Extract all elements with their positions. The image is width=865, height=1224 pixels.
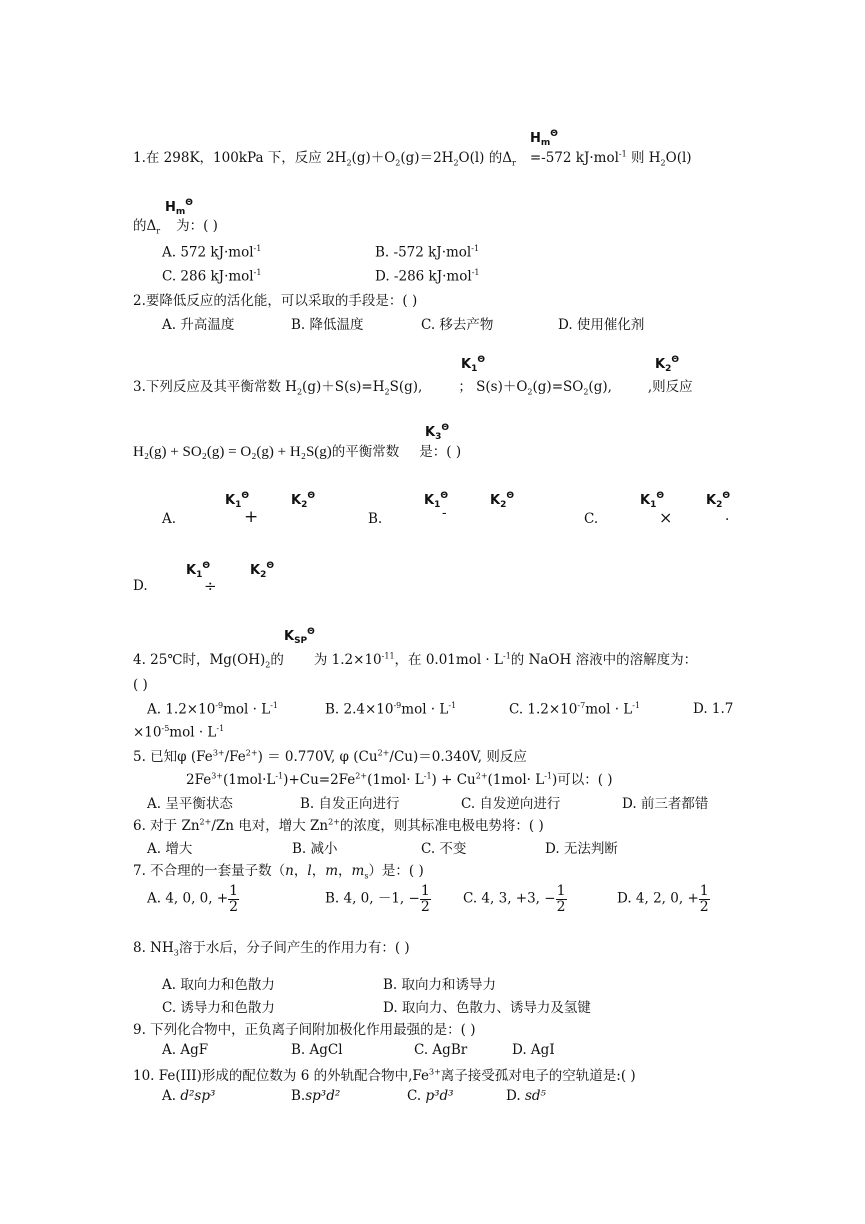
k1-symbol-d: $K_1^\Theta$ xyxy=(186,561,210,580)
ksp-symbol: $K_{SP}^\Theta$ xyxy=(284,627,315,646)
q3-option-a[interactable]: A. xyxy=(162,511,177,527)
q4-option-a[interactable]: A. $1.2\times 10^{-9}mol \cdot L^{-1}$ xyxy=(147,701,278,718)
q2-option-c[interactable]: C. 移去产物 xyxy=(421,317,494,333)
q8-option-b[interactable]: B. 取向力和诱导力 xyxy=(383,977,497,993)
question-6: 6. 对于 $Zn^{2+}/Zn$ 电对，增大 $Zn^{2+}$的浓度，则其标准电极电势将：( ) xyxy=(133,817,544,834)
question-2: 2.要降低反应的活化能，可以采取的手段是：( ) xyxy=(133,293,418,309)
question-1-line-2: 的$\Delta_r$ 为：( ) xyxy=(133,218,218,236)
k1-symbol-c: $K_1^\Theta$ xyxy=(640,491,664,510)
q4-option-b[interactable]: B. $2.4\times 10^{-9}mol \cdot L^{-1}$ xyxy=(325,701,457,718)
question-3-line-2: H₂(g) + SO₂(g) = O₂(g) + H₂S(g)的平衡常数 是：( ) xyxy=(133,444,462,460)
k3-symbol: $K_3^\Theta$ xyxy=(425,423,449,442)
q1-option-c[interactable]: C. 286 kJ·mol$^{-1}$ xyxy=(162,268,262,285)
op-minus: - xyxy=(442,505,447,521)
k2-symbol-b: $K_2^\Theta$ xyxy=(490,491,514,510)
op-divide: ÷ xyxy=(204,577,217,595)
question-8: 8. $NH_3$溶于水后，分子间产生的作用力有：( ) xyxy=(133,940,410,958)
k2-symbol-d: $K_2^\Theta$ xyxy=(250,561,274,580)
q4-option-d[interactable]: D. 1.7 xyxy=(693,701,734,717)
question-9: 9. 下列化合物中，正负离子间附加极化作用最强的是：( ) xyxy=(133,1022,476,1038)
q4-option-c[interactable]: C. $1.2\times 10^{-7}mol \cdot L^{-1}$ xyxy=(509,701,641,718)
q9-option-b[interactable]: B. AgCl xyxy=(291,1042,343,1058)
q9-option-c[interactable]: C. AgBr xyxy=(414,1042,468,1058)
q3-option-c[interactable]: C. xyxy=(584,511,599,527)
q6-option-c[interactable]: C. 不变 xyxy=(421,841,467,857)
question-4-line-1: 4. 25℃时，$Mg(OH)_2$的 为 $1.2\times 10^{-11}$，在 $0.01mol \cdot L^{-1}$的 NaOH 溶液中的溶解度为： xyxy=(133,651,698,670)
q10-option-a[interactable]: A. d²sp³ xyxy=(162,1088,216,1104)
q3-option-b[interactable]: B. xyxy=(368,511,383,527)
q3-option-d[interactable]: D. xyxy=(133,578,148,594)
question-10: 10. Fe(III)形成的配位数为 6 的外轨配合物中$,Fe^{3+}$离子接受孤对电子的空轨道是:( ) xyxy=(133,1067,636,1084)
q2-option-a[interactable]: A. 升高温度 xyxy=(162,317,235,333)
q4-option-d-cont: $\times 10^{-5}mol \cdot L^{-1}$ xyxy=(133,724,225,741)
q7-option-d[interactable]: D. 4, 2, 0, + $\frac{1}{2}$ xyxy=(617,883,709,915)
q10-option-b[interactable]: B.sp³d² xyxy=(291,1088,341,1104)
question-4-paren: ( ) xyxy=(133,677,148,693)
q10-option-d[interactable]: D. sd⁵ xyxy=(506,1088,546,1104)
q7-option-a[interactable]: A. 4, 0, 0, + $\frac{1}{2}$ xyxy=(147,883,239,915)
op-dot: . xyxy=(725,508,730,524)
enthalpy-symbol-2: $H_m^\Theta$ xyxy=(165,198,193,217)
enthalpy-symbol: $H_m^\Theta$ xyxy=(530,129,558,148)
op-plus: + xyxy=(244,507,259,527)
q5-option-c[interactable]: C. 自发逆向进行 xyxy=(461,796,561,812)
q10-option-c[interactable]: C. p³d³ xyxy=(407,1088,454,1104)
question-5-line-2: $2Fe^{3+}(1mol\cdot L^{-1})+Cu=2Fe^{2+}(1mol\cdot L^{-1}) + Cu^{2+}(1mol\cdot L^{-1})$可以：( ) xyxy=(186,771,613,788)
k2-symbol-a: $K_2^\Theta$ xyxy=(291,491,315,510)
q9-option-d[interactable]: D. AgI xyxy=(512,1042,555,1058)
q5-option-a[interactable]: A. 呈平衡状态 xyxy=(147,796,233,812)
k2-symbol: $K_2^\Theta$ xyxy=(655,355,679,374)
question-3-line-1: 3.下列反应及其平衡常数 $H_2(g)+S(s)=H_2S(g)$, ； $S(s)+O_2(g)=SO_2(g)$, ,则反应 xyxy=(133,379,693,397)
q7-option-b[interactable]: B. 4, 0, －1, − $\frac{1}{2}$ xyxy=(325,883,430,915)
op-times: × xyxy=(659,508,673,527)
q6-option-b[interactable]: B. 减小 xyxy=(292,841,338,857)
q8-option-c[interactable]: C. 诱导力和色散力 xyxy=(162,1000,275,1016)
question-1-line-1: 1.在 298K，100kPa 下，反应 $2H_2(g)+O_2(g)=2H_2O(l)$ 的$\Delta_r =-572$ kJ·mol$^{-1}$ 则 $H_2O(l)$ xyxy=(133,149,692,168)
question-5-line-1: 5. 已知φ $(Fe^{3+}/Fe^{2+}) = 0.770V$, φ $(Cu^{2+}/Cu)=0.340V$, 则反应 xyxy=(133,748,527,765)
q9-option-a[interactable]: A. AgF xyxy=(162,1042,209,1058)
k1-symbol-b: $K_1^\Theta$ xyxy=(424,491,448,510)
q5-option-d[interactable]: D. 前三者都错 xyxy=(622,796,709,812)
q2-option-b[interactable]: B. 降低温度 xyxy=(291,317,364,333)
k1-symbol-a: $K_1^\Theta$ xyxy=(225,491,249,510)
q2-option-d[interactable]: D. 使用催化剂 xyxy=(558,317,645,333)
question-7: 7. 不合理的一套量子数（n，l，m，$m_s$）是：( ) xyxy=(133,863,424,881)
q5-option-b[interactable]: B. 自发正向进行 xyxy=(300,796,400,812)
q1-option-d[interactable]: D. -286 kJ·mol$^{-1}$ xyxy=(375,268,480,285)
q7-option-c[interactable]: C. 4, 3, +3, − $\frac{1}{2}$ xyxy=(463,883,566,915)
q8-option-a[interactable]: A. 取向力和色散力 xyxy=(162,977,275,993)
q1-option-a[interactable]: A. 572 kJ·mol$^{-1}$ xyxy=(162,244,262,261)
q6-option-a[interactable]: A. 增大 xyxy=(147,841,193,857)
k1-symbol: $K_1^\Theta$ xyxy=(461,355,485,374)
q6-option-d[interactable]: D. 无法判断 xyxy=(545,841,618,857)
k2-symbol-c: $K_2^\Theta$ xyxy=(706,491,730,510)
q8-option-d[interactable]: D. 取向力、色散力、诱导力及氢键 xyxy=(383,1000,591,1016)
q1-option-b[interactable]: B. -572 kJ·mol$^{-1}$ xyxy=(375,244,480,261)
